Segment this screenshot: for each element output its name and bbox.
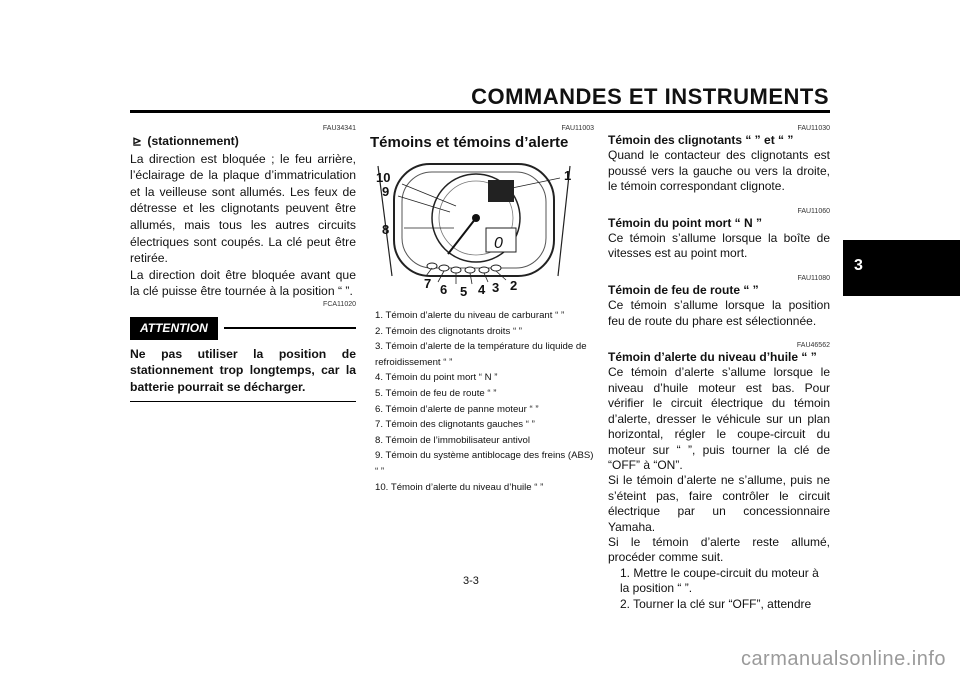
callout-2: 2 [510,278,518,293]
ref-code: FAU46562 [796,342,830,350]
callout-8: 8 [382,222,390,237]
legend-item: 3. Témoin d’alerte de la température du liquide de refroidissement “ ” [375,341,587,368]
middle-column [370,124,594,162]
park-paragraph-2: La direction doit être bloquée avant que la clé puisse être tournée à la position “ ”. [130,267,356,299]
neutral-text: Ce témoin s’allume lorsque la boîte de vitesses est au point mort. [608,231,830,261]
left-column [130,124,356,402]
attention-bottom-rule [130,401,356,402]
watermark: carmanualsonline.info [740,648,946,670]
attention-rule [224,327,356,329]
high-beam-text: Ce témoin s’allume lorsque la position feu de route du phare est sélectionnée. [608,298,830,328]
oil-text-1: Ce témoin d’alerte s’allume lorsque le niveau d’huile moteur est bas. Pour vérifier le circuit électrique du témoin d’alerte, dresser le véhicule sur un plan horizontal, régler le coupe-circuit du moteur sur “ ”, puis tourner la clé de “OFF” à “ON”. [608,365,830,472]
turn-text: Quand le contacteur des clignotants est poussé vers la gauche ou vers la droite, le témoin correspondant clignote. [608,148,830,194]
attention-badge: ATTENTION [130,317,218,340]
attention-banner [130,317,356,340]
legend-item: 4. Témoin du point mort “ N ” [375,372,498,384]
parking-key-icon: ⊵ [132,136,142,148]
page-header-title: COMMANDES ET INSTRUMENTS [471,84,829,109]
high-beam-heading: Témoin de feu de route “ ” [608,282,759,297]
chapter-number: 3 [854,257,863,274]
header-rule [130,110,830,113]
callout-9: 9 [382,184,390,199]
callout-5: 5 [460,284,468,298]
legend-item: 5. Témoin de feu de route “ ” [375,387,497,399]
section-title: Témoins et témoins d’alerte [370,134,569,151]
legend-item: 8. Témoin de l’immobilisateur antivol [375,434,530,446]
legend-item: 7. Témoin des clignotants gauches “ ” [375,419,535,431]
ref-code: FAU11030 [797,125,830,132]
neutral-heading: Témoin du point mort “ N ” [608,215,762,230]
legend-item: 9. Témoin du système antiblocage des freins (ABS) “ ” [375,450,594,477]
callout-10: 10 [376,170,391,185]
attention-text: Ne pas utiliser la position de stationnement trop longtemps, car la batterie pourrait se décharger. [130,346,356,394]
callout-4: 4 [478,282,486,297]
park-paragraph-1: La direction est bloquée ; le feu arrière, l’éclairage de la plaque d’immatriculation et la veilleuse sont allumés. Les feux de détresse et les clignotants peuvent être allumés, mais tous les autres circuits électriques sont coupés. La clé peut être retirée. [130,151,356,266]
park-heading: ⊵ (stationnement) [130,133,356,151]
oil-text-3: Si le témoin d’alerte reste allumé, procéder comme suit. [608,534,830,565]
indicator-legend-list [375,308,597,495]
right-column [608,124,830,612]
legend-item: 2. Témoin des clignotants droits “ ” [375,325,522,337]
instrument-cluster-illustration [372,158,580,298]
ref-code: FAU11060 [797,207,830,215]
oil-text-2: Si le témoin d’alerte ne s’allume, puis ne s’éteint pas, faire contrôler le circuit électrique par un concessionnaire Yamaha. [608,473,830,534]
ref-code: FAU34341 [322,125,356,132]
oil-step-2: 2. Tourner la clé sur “OFF”, attendre [620,596,812,611]
legend-item: 10. Témoin d’alerte du niveau d’huile “ ” [375,481,544,493]
legend-item: 1. Témoin d’alerte du niveau de carburant “ ” [375,310,565,321]
chapter-tab [843,240,960,296]
callout-7: 7 [424,276,432,291]
callout-6: 6 [440,282,448,297]
oil-heading: Témoin d’alerte du niveau d’huile “ ” [608,350,817,365]
turn-heading: Témoin des clignotants “ ” et “ ” [608,133,794,147]
page-number: 3-3 [463,575,479,587]
legend-item: 6. Témoin d’alerte de panne moteur “ ” [375,403,539,415]
callout-1: 1 [564,168,572,183]
svg-text:0: 0 [494,235,503,252]
ref-code: FAU11003 [561,125,594,132]
callout-3: 3 [492,280,500,295]
ref-code: FAU11080 [797,274,830,282]
oil-step-1: 1. Mettre le coupe-circuit du moteur à la position “ ”. [620,565,819,596]
ref-code: FCA11020 [323,300,356,308]
